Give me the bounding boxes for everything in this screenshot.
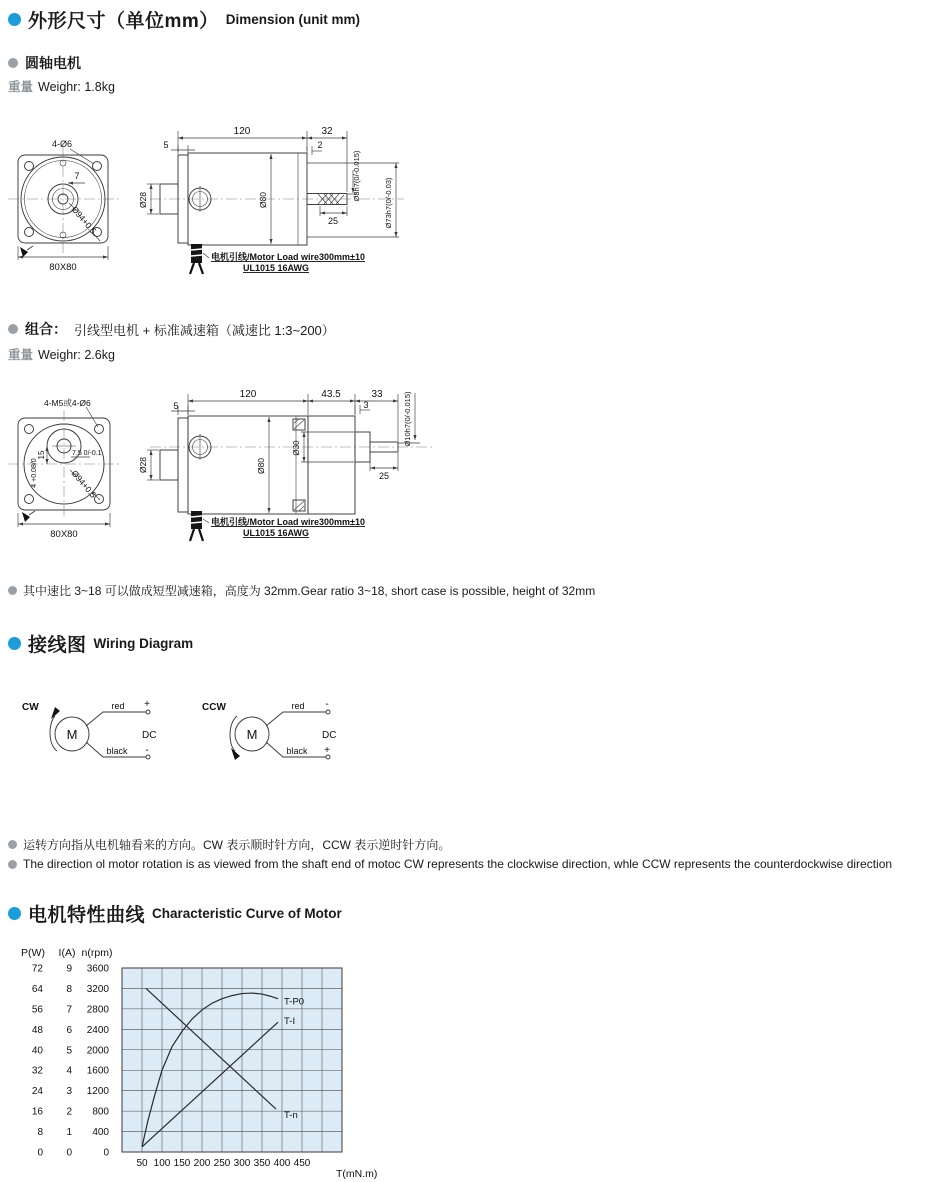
motor1-side-d2-dim: 2 [317, 140, 323, 150]
svg-text:0: 0 [103, 1147, 109, 1159]
svg-text:350: 350 [253, 1158, 271, 1169]
svg-text:56: 56 [31, 1004, 43, 1016]
motor2-cable-note-line1: 电机引线/Motor Load wire300mm±10 [211, 517, 365, 527]
motor1-front-holes-dim: 4-Ø6 [52, 139, 73, 149]
svg-text:0: 0 [66, 1147, 72, 1159]
motor2-side-length-dim: 120 [239, 389, 257, 400]
ccw-red-terminal: - [325, 699, 329, 710]
motor1-side-length-dim: 120 [233, 126, 251, 137]
svg-text:250: 250 [213, 1158, 231, 1169]
svg-text:P(W): P(W) [21, 947, 45, 959]
section-bullet-icon [8, 907, 21, 920]
ccw-black-wire-label: black [286, 746, 308, 756]
svg-text:5: 5 [66, 1045, 72, 1057]
wiring-ccw [202, 699, 336, 760]
note-bullet-icon [8, 840, 17, 849]
combo-label-zh: 组合： [25, 321, 67, 337]
gearbox-bolts [293, 419, 305, 511]
svg-text:9: 9 [66, 963, 72, 975]
gear-ratio-note [8, 582, 595, 599]
wiring-title-en: Wiring Diagram [93, 636, 194, 651]
motor2-front-pilot-dim: Ø94+0.5 [69, 468, 99, 500]
svg-text:8: 8 [37, 1127, 43, 1139]
section-bullet-icon [8, 13, 21, 26]
motor2-side-shaft-length-dim: 33 [371, 389, 383, 400]
svg-text:6: 6 [66, 1024, 72, 1036]
motor1-side-shaft-length-dim: 32 [321, 126, 333, 137]
motor1-front-pilot-dim: Ø94+0.5 [69, 204, 99, 236]
motor1-dimension-drawing [0, 125, 470, 297]
motor1-side-body-dia-dim: Ø80 [258, 191, 268, 209]
motor2-front-d15-dim: 15 [37, 450, 46, 460]
motor2-side-view [138, 389, 432, 541]
cable-direction-arrow-icon [22, 512, 30, 522]
svg-text:I(A): I(A) [58, 947, 76, 959]
svg-text:2800: 2800 [86, 1004, 109, 1016]
motor1-side-boss-dim: Ø28 [138, 191, 148, 209]
ccw-black-terminal: + [324, 745, 330, 756]
motor2-side-out-boss-dim: Ø30 [292, 440, 301, 456]
motor1-front-view [8, 139, 120, 273]
round-shaft-motor-label: 圆轴电机 [25, 55, 81, 71]
weight-label-zh: 重量 [8, 80, 34, 94]
weight-label-zh: 重量 [8, 348, 34, 362]
dimension-title-en: Dimension (unit mm) [225, 12, 361, 27]
curve-title-zh: 电机特性曲线 [28, 905, 146, 926]
sub-bullet-icon [8, 324, 18, 334]
svg-text:16: 16 [31, 1106, 43, 1118]
motor1-side-d25-dim: 25 [327, 216, 339, 226]
sub-bullet-icon [8, 58, 18, 68]
motor1-side-shaft-tol-dim: Ø8h7(0/-0.015) [352, 150, 361, 202]
motor2-side-d3-dim: 3 [363, 400, 369, 410]
ccw-rotation-arrow-icon [231, 748, 240, 760]
svg-text:200: 200 [193, 1158, 211, 1169]
svg-text:72: 72 [31, 963, 43, 975]
cable-direction-arrow-icon [20, 247, 28, 257]
motor2-side-d25-dim: 25 [378, 471, 390, 481]
dimension-title-zh: 外形尺寸（单位mm） [28, 11, 219, 32]
section-bullet-icon [8, 637, 21, 650]
motor1-weight-value: Weighr: 1.8kg [38, 80, 115, 94]
svg-text:8: 8 [66, 983, 72, 995]
svg-text:50: 50 [136, 1158, 148, 1169]
ccw-label: CCW [202, 702, 226, 713]
note-bullet-icon [8, 860, 17, 869]
svg-text:24: 24 [31, 1086, 43, 1098]
motor2-front-view [8, 398, 120, 540]
combo-label-rest: 引线型电机 + 标准减速箱（减速比 1:3~200） [74, 322, 335, 338]
rotation-note-zh-text: 运转方向指从电机轴看来的方向。CW 表示顺时针方向，CCW 表示逆时针方向。 [23, 838, 451, 852]
svg-text:800: 800 [92, 1106, 109, 1118]
motor-symbol: M [66, 727, 78, 742]
cw-rotation-arrow-icon [51, 707, 60, 719]
section-wiring-header [8, 630, 193, 657]
svg-text:2400: 2400 [86, 1024, 109, 1036]
svg-text:400: 400 [273, 1158, 291, 1169]
svg-text:400: 400 [92, 1127, 109, 1139]
svg-text:450: 450 [293, 1158, 311, 1169]
rotation-note-en-text: The direction ol motor rotation is as viewed from the shaft end of motoc CW represents the clockwise direction, whle CCW represents the counterdockwise direction [23, 857, 893, 871]
motor1-cable-note-line1: 电机引线/Motor Load wire300mm±10 [211, 252, 365, 262]
ccw-red-wire-label: red [291, 701, 305, 711]
motor-cable [191, 244, 202, 263]
motor2-side-gear-length-dim: 43.5 [321, 389, 341, 400]
svg-text:n(rpm): n(rpm) [81, 947, 113, 959]
svg-text:7: 7 [66, 1004, 72, 1016]
motor-symbol: M [246, 727, 258, 742]
svg-text:1: 1 [66, 1127, 72, 1139]
curve-title-en: Characteristic Curve of Motor [152, 906, 342, 921]
motor1-weight-row [8, 77, 115, 95]
motor2-weight-value: Weighr: 2.6kg [38, 348, 115, 362]
motor1-cable-note-line2: UL1015 16AWG [243, 263, 310, 273]
svg-text:1200: 1200 [86, 1086, 109, 1098]
svg-text:4: 4 [66, 1065, 72, 1077]
cw-red-wire-label: red [111, 701, 125, 711]
svg-text:1600: 1600 [86, 1065, 109, 1077]
round-shaft-motor-subheader [8, 53, 81, 73]
section-curve-header [8, 900, 342, 927]
svg-text:100: 100 [153, 1158, 171, 1169]
svg-text:T-I: T-I [284, 1016, 296, 1028]
cw-black-wire-label: black [106, 746, 128, 756]
motor2-side-shaft-tol-dim: Ø10h7(0/-0.015) [403, 391, 412, 447]
svg-text:2000: 2000 [86, 1045, 109, 1057]
svg-text:32: 32 [31, 1065, 43, 1077]
motor1-side-pilot-tol-dim: Ø73h7(0/-0.03) [384, 177, 393, 229]
rotation-note-en [8, 857, 892, 871]
svg-text:3: 3 [66, 1086, 72, 1098]
combo-subheader [8, 319, 335, 339]
motor2-front-d4-dim: 4 +0.08/0 [31, 458, 38, 488]
svg-text:150: 150 [173, 1158, 191, 1169]
svg-text:3200: 3200 [86, 983, 109, 995]
characteristic-curve-chart [0, 940, 450, 1182]
cw-label: CW [22, 702, 39, 713]
motor1-side-view [138, 126, 404, 274]
svg-text:64: 64 [31, 983, 43, 995]
svg-text:T-n: T-n [284, 1110, 298, 1122]
motor2-side-body-dia-dim: Ø80 [256, 457, 266, 475]
motor1-front-key-dim: 7 [74, 171, 80, 181]
wiring-title-zh: 接线图 [28, 635, 87, 656]
svg-text:T(mN.m): T(mN.m) [336, 1168, 378, 1180]
wiring-diagram [0, 690, 380, 790]
svg-text:0: 0 [37, 1147, 43, 1159]
motor2-dimension-drawing [0, 385, 470, 550]
motor1-front-square-dim: 80X80 [49, 262, 77, 273]
gear-ratio-note-text: 其中速比 3~18 可以做成短型减速箱，高度为 32mm.Gear ratio 3~18, short case is possible, height of 32mm [23, 584, 596, 598]
svg-text:300: 300 [233, 1158, 251, 1169]
motor2-front-square-dim: 80X80 [50, 529, 78, 540]
motor1-side-d5-dim: 5 [163, 140, 169, 150]
motor2-side-boss-dim: Ø28 [138, 456, 148, 474]
motor2-cable-note-line2: UL1015 16AWG [243, 528, 310, 538]
section-dimension-header [8, 6, 360, 33]
cw-black-terminal: - [145, 745, 149, 756]
motor2-weight-row [8, 345, 115, 363]
note-bullet-icon [8, 586, 17, 595]
ccw-dc-label: DC [322, 730, 337, 741]
svg-text:2: 2 [66, 1106, 72, 1118]
motor2-side-d5-dim: 5 [173, 401, 179, 411]
motor2-front-d75-dim: 7.5 0/-0.1 [72, 450, 102, 457]
cw-red-terminal: + [144, 699, 150, 710]
chart-content [21, 947, 377, 1180]
wiring-cw [22, 699, 156, 759]
rotation-note-zh [8, 836, 450, 853]
cw-dc-label: DC [142, 730, 157, 741]
svg-text:T-P0: T-P0 [284, 996, 305, 1008]
motor-cable [191, 511, 202, 529]
svg-text:3600: 3600 [86, 963, 109, 975]
svg-text:48: 48 [31, 1024, 43, 1036]
motor2-front-holes-dim: 4-M5或4-Ø6 [44, 398, 91, 408]
svg-text:40: 40 [31, 1045, 43, 1057]
